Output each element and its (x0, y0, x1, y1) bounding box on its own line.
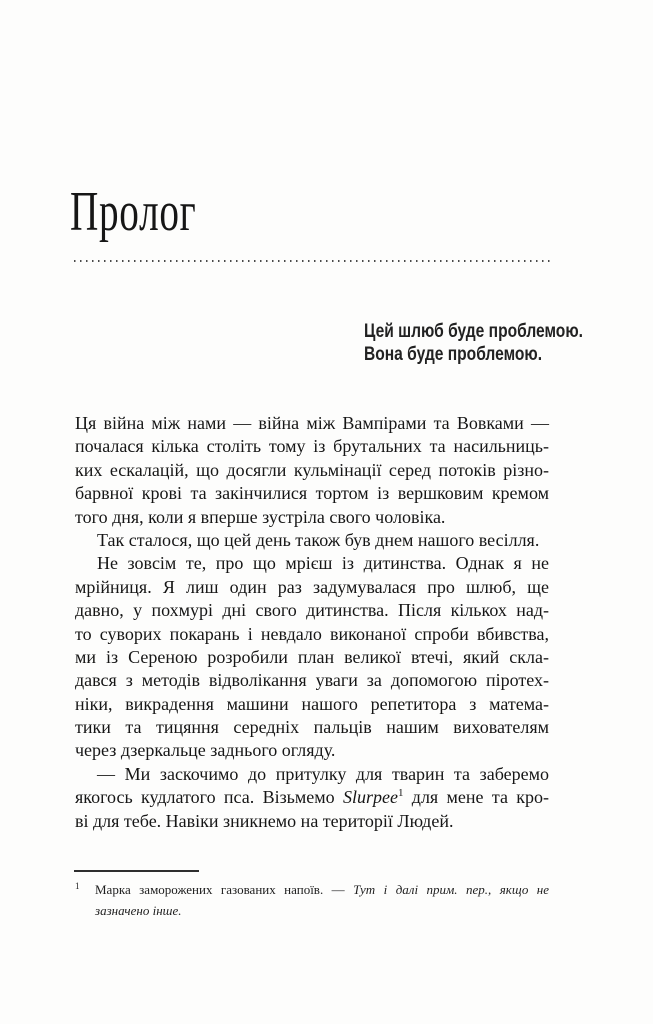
body-line (75, 599, 549, 622)
body-line (75, 506, 549, 529)
title-dotted-rule (74, 260, 550, 262)
text-segment: то суворих покарань і невдало виконаної спроби вбивства, (75, 623, 549, 644)
text-segment: того дня, коли я вперше зустріла свого чоловіка. (75, 506, 446, 527)
text-segment: почалася кілька століть тому із брутальних та насильниць- (75, 436, 549, 457)
text-segment: Slurpee (342, 787, 398, 808)
footnote (75, 879, 549, 921)
text-segment: Так сталося, що цей день також був днем нашого весілля. (97, 529, 540, 550)
footnote-rule (74, 870, 199, 872)
body-line (75, 459, 549, 482)
text-segment: тики та тицяння середніх пальців нашим вихователям (75, 717, 549, 738)
text-segment: якогось кудлатого пса. Візьмемо (75, 787, 343, 808)
epigraph-line: Цей шлюб буде проблемою. (364, 321, 583, 342)
text-segment: Ця війна між нами — війна між Вампірами та Вовками — (75, 413, 549, 433)
text-segment: — Ми заскочимо до притулку для тварин та заберемо (97, 763, 549, 784)
footnote-reference: 1 (397, 787, 404, 800)
text-segment: для мене та кро- (403, 787, 549, 808)
text-segment: мрійниця. Я лиш один раз задумувалася про шлюб, ще (75, 576, 549, 597)
body-line (75, 669, 549, 692)
body-line (75, 435, 549, 458)
text-segment: давно, у похмурі дні свого дитинства. Після кількох над- (75, 600, 549, 621)
body-text (75, 412, 549, 833)
body-line (75, 412, 549, 435)
text-segment: ких ескалацій, що досягли кульмінації серед потоків різно- (75, 459, 549, 480)
text-segment: Не зовсім те, про що мрієш із дитинства. Однак я не (97, 553, 549, 574)
body-line (75, 646, 549, 669)
text-segment: ніки, викрадення машини нашого репетитора з матема- (75, 693, 549, 714)
body-line (75, 786, 549, 809)
footnote-line (75, 900, 549, 921)
footnote-line: $^1$ Марка заморожених газованих напоїв. — Тут і далі прим. пер., якщо не (75, 880, 549, 897)
body-line (75, 763, 549, 786)
body-line (75, 529, 549, 552)
text-segment: ві для тебе. Навіки зникнемо на території Людей. (75, 810, 454, 831)
body-line (75, 576, 549, 599)
text-segment: дався з методів відволікання уваги за допомогою піротех- (75, 670, 549, 691)
epigraph (364, 320, 583, 366)
text-segment: через дзеркальце заднього огляду. (75, 740, 336, 761)
body-line (75, 693, 549, 716)
text-segment: зазначено інше. (95, 903, 182, 918)
body-line (75, 716, 549, 739)
chapter-title: Пролог (70, 181, 197, 243)
body-line (75, 810, 549, 833)
text-segment: барвної крові та закінчилися тортом із вершковим кремом (75, 483, 549, 504)
body-line (75, 623, 549, 646)
body-line (75, 552, 549, 575)
body-line (75, 482, 549, 505)
text-segment: Тут і далі прим. пер., якщо не (353, 882, 549, 897)
text-segment: Марка заморожених газованих напоїв. — (95, 882, 354, 897)
body-line (75, 739, 549, 762)
text-segment: ми із Сереною розробили план великої втечі, який скла- (75, 646, 549, 667)
epigraph-line: Вона буде проблемою. (364, 344, 543, 365)
